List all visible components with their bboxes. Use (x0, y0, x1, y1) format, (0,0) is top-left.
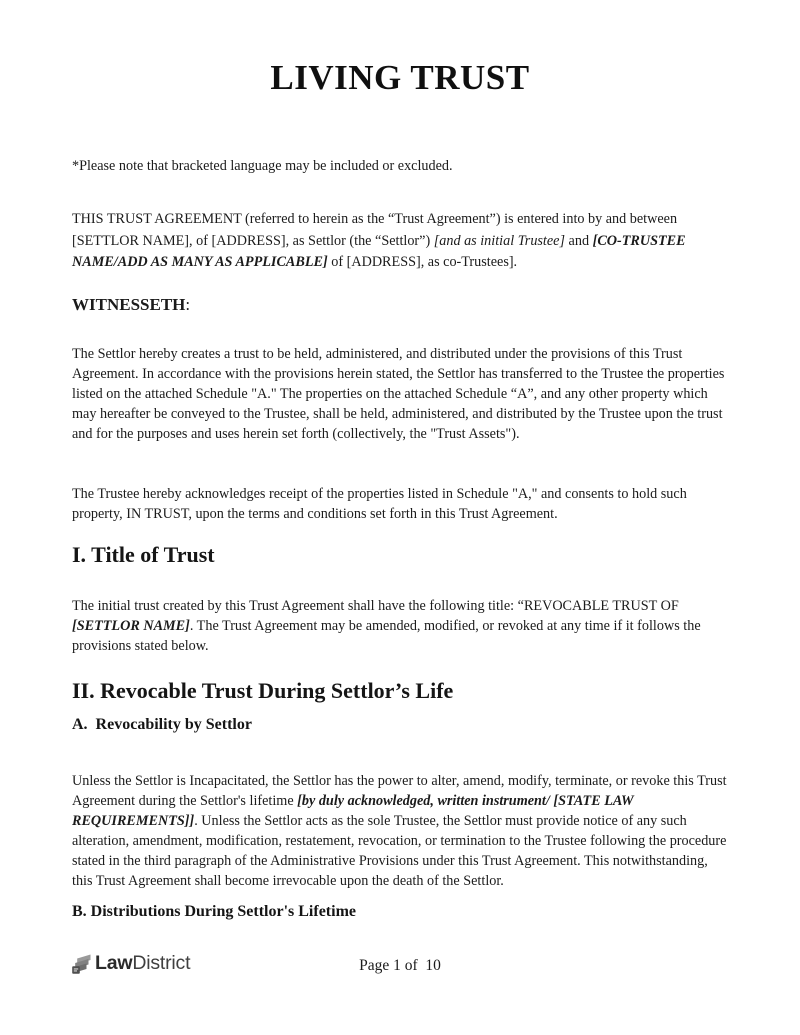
witnesseth-paragraph-2: The Trustee hereby acknowledges receipt of the properties listed in Schedule "A," and consents to hold such property, IN TRUST, upon the terms and conditions set forth in this Trust Agreement. (72, 486, 687, 523)
witnesseth-heading-colon: : (185, 295, 191, 314)
subsection-a-heading: A. Revocability by Settlor (72, 716, 252, 733)
bracketed-language-note: *Please note that bracketed language may be included or excluded. (72, 158, 453, 174)
section-1-heading: I. Title of Trust (72, 542, 215, 567)
section-1-paragraph (72, 596, 728, 656)
section-1-segment: . The Trust Agreement may be amended, modified, or revoked at any time if it follows the provisions stated below. (72, 618, 701, 655)
intro-segment: of [ADDRESS], as co-Trustees]. (327, 254, 518, 271)
section-1-segment: The initial trust created by this Trust Agreement shall have the following title: “REVOCABLE TRUST OF (72, 598, 679, 615)
witnesseth-paragraph-1: The Settlor hereby creates a trust to be held, administered, and distributed under the provisions of this Trust Agreement. In accordance with the provisions herein stated, the Settlor has transferred to the Trustee the properties listed on the attached Schedule "A." The properties on the attached Schedule “A”, and any other property which may hereafter be conveyed to the Trustee, shall be held, administered, and distributed by the Trustee upon the trust and for the purposes and uses herein set forth (collectively, the "Trust Assets"). (72, 346, 725, 443)
section-2-heading: II. Revocable Trust During Settlor’s Life (72, 678, 454, 703)
subsection-a-segment: Unless the Settlor is Incapacitated, the Settlor has the power to alter, amend, modify, terminate, or revoke this Trust Agreement during the Settlor's lifetime (72, 773, 727, 810)
section-1-segment-settlor-name: [SETTLOR NAME] (72, 618, 190, 635)
subsection-a-segment: . Unless the Settlor acts as the sole Trustee, the Settlor must provide notice of any such alteration, amendment, modification, restatement, revocation, or termination to the Trustee following the procedure stated in the third paragraph of the Administrative Provisions under this Trust Agreement. This notwithstanding, this Trust Agreement shall become irrevocable upon the death of the Settlor. (72, 813, 727, 890)
logo-text-law: Law (95, 952, 133, 974)
witnesseth-heading-word: WITNESSETH (72, 295, 186, 314)
intro-paragraph (72, 209, 728, 274)
intro-segment-co-trustee: [CO-TRUSTEE NAME/ADD AS MANY AS APPLICABLE] (72, 232, 686, 271)
document-title: LIVING TRUST (270, 58, 530, 97)
intro-segment: THIS TRUST AGREEMENT (referred to herein as the “Trust Agreement”) is entered into by and between [SETTLOR NAME], of [ADDRESS], as Settlor (the “Settlor”) (72, 211, 678, 249)
subsection-a-paragraph (72, 771, 728, 891)
witnesseth-heading (72, 294, 728, 316)
page-number-indicator: Page 1 of 10 (359, 957, 441, 974)
subsection-a-segment-instrument: [by duly acknowledged, written instrument/ [STATE LAW REQUIREMENTS]] (72, 793, 634, 830)
subsection-b-heading: B. Distributions During Settlor's Lifetime (72, 903, 356, 920)
intro-segment-initial-trustee: [and as initial Trustee] (433, 232, 565, 249)
intro-segment: and (565, 232, 593, 249)
logo-text-district: District (132, 952, 191, 974)
